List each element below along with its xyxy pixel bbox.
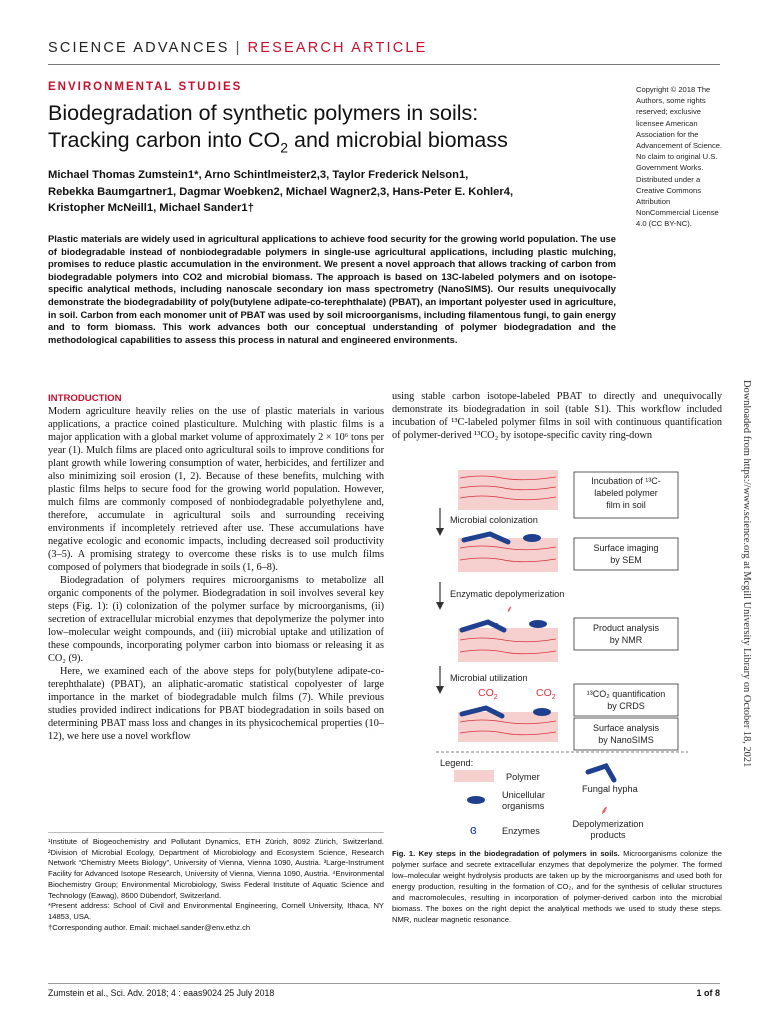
article-type: RESEARCH ARTICLE [247, 40, 428, 56]
depolymerization-product-icon: ⸙ [506, 604, 513, 614]
download-note-text: Downloaded from https://www.science.org at Mcgill University Library on October 18, 2021 [741, 380, 752, 768]
title-line-2 [48, 127, 608, 161]
co2-label: $CO_2$ [536, 687, 556, 701]
method-box-line: ¹³CO₂ quantification [586, 689, 666, 699]
step-label: Enzymatic depolymerization [450, 589, 565, 599]
legend-enzymes: Enzymes [502, 826, 540, 836]
step-depolymerization [436, 582, 678, 662]
caption-text: Microorganisms colonize the polymer surface and secrete extracellular enzymes that depolymerize the polymer. The formed low–molecular weight hydrolysis products are taken up by the microorganisms and used both for energy production, resulting in the formation of CO₂, and for the synthesis of cellular structures and macromolecules, resulting in incorporation of polymer-derived carbon into the microbial biomass. The boxes on the right depict the analytical methods we used to study these steps. NMR, nuclear magnetic resonance. [392, 849, 722, 924]
polymer-legend-swatch [454, 770, 494, 782]
legend-polymer: Polymer [506, 772, 540, 782]
method-box-line: by NanoSIMS [598, 735, 654, 745]
step-utilization [436, 666, 678, 750]
arrowhead-icon [436, 528, 444, 536]
header-separator: | [235, 40, 242, 56]
arrowhead-icon [436, 602, 444, 610]
unicellular-organism-icon [523, 534, 541, 542]
intro-paragraph: Modern agriculture heavily relies on the use of plastic materials in various applications, a practice coined plasticulture. Mulching with plastic films is a major application with a global market volume of approximately 2 × 10⁶ tons per year (1). Mulch films are placed onto agricultural soils to improve conditions for plant growth while lowering consumption of water, herbicides, and fertilizer and also minimizing soil erosion (1, 2). Because of these benefits, mulching with plastic films helps to secure food for the growing world population. However, mulch films are commonly composed of nonbiodegradable polyethylene and, therefore, accumulate in agricultural soils and surrounding receiving environments if incompletely retrieved after use. These accumulations have negative ecologic and economic impacts, including decreased soil productivity (3–5). A promising strategy to overcome these risks is to use mulch films composed of polymers that biodegrade in soils (1, 6–8). [48, 406, 384, 573]
figure-legend [440, 758, 643, 840]
right-column-text [392, 390, 722, 442]
legend-unicellular: Unicellular [502, 790, 545, 800]
page-number: 1 of 8 [696, 988, 720, 998]
title-subscript: 2 [280, 139, 289, 156]
unicellular-organism-icon [467, 796, 485, 804]
method-box-line: Surface analysis [592, 723, 660, 733]
enzyme-icon: ɞ [494, 620, 499, 630]
introduction-heading: INTRODUCTION [48, 393, 122, 404]
method-box-line: by CRDS [607, 701, 645, 711]
affiliation-rule [48, 832, 384, 833]
polymer-film [458, 628, 558, 662]
figure-caption [392, 848, 722, 925]
corresponding-author: †Corresponding author. Email: michael.sander@env.ethz.ch [48, 922, 251, 932]
method-box-line: film in soil [606, 500, 646, 510]
affiliation-text: ¹Institute of Biogeochemistry and Pollutant Dynamics, ETH Zürich, 8092 Zürich, Switzerland. ²Division of Microbial Ecology, Department of Microbiology and Ecosystem Science, Research Network “Chemistry Meets Biology”, University of Vienna, Vienna 1090, Austria. ³Large-Instrument Facility for Advanced Isotope Research, University of Vienna, Vienna 1090, Austria. ⁴Environmental Biochemistry Group; Environmental Microbiology, Swiss Federal Institute of Aquatic Science and Technology (Eawag), 8600 Dübendorf, Switzerland. [48, 837, 384, 900]
legend-title: Legend: [440, 758, 474, 768]
footer-citation: Zumstein et al., Sci. Adv. 2018; 4 : eaas9024 25 July 2018 [48, 988, 275, 998]
legend-depolymerization: Depolymerization [572, 819, 644, 829]
polymer-film [458, 712, 558, 742]
intro-paragraph: Here, we examined each of the above steps for poly(butylene adipate-co-terephthalate) (PBAT), an aliphatic-aromatic statistical copolyester of large importance in the market of biodegradable mulch films (7). While previous studies provided indirect indications for PBAT biodegradation in soils based on determining PBAT mass loss and changes in its physicochemical properties (10–12), we here use a novel workflow [48, 666, 384, 742]
title-line-2-pre: Tracking carbon into CO [48, 128, 281, 152]
figure-panel-1 [458, 470, 678, 518]
title-line-2-post: and microbial biomass [288, 128, 508, 152]
header-rule [48, 64, 720, 65]
section-label: ENVIRONMENTAL STUDIES [48, 81, 243, 93]
article-title [48, 100, 608, 161]
right-column-paragraph: using stable carbon isotope-labeled PBAT to directly and unequivocally demonstrate its biodegradation in soil (table S1). This workflow included incubation of ¹³C-labeled polymer films in soil with continuous quantification of polymer-derived ¹³CO₂ by isotope-specific cavity ring-down [392, 391, 722, 441]
journal-name: SCIENCE ADVANCES [48, 40, 230, 56]
copyright-notice: Copyright © 2018 The Authors, some rights reserved; exclusive licensee American Association for the Advancement of Science. No claim to original U.S. Government Works. Distributed under a Creative Commons Attribution NonCommercial License 4.0 (CC BY-NC). [636, 85, 723, 229]
fungal-hypha-icon [588, 766, 614, 780]
method-box-line: by SEM [610, 555, 642, 565]
enzyme-icon: ɞ [470, 822, 477, 837]
present-address: *Present address: School of Civil and Environmental Engineering, Cornell University, Ithaca, NY 14853, USA. [48, 901, 384, 921]
introduction-body [48, 405, 384, 743]
legend-unicellular: organisms [502, 801, 545, 811]
author-line-1: Michael Thomas Zumstein1*, Arno Schintlmeister2,3, Taylor Frederick Nelson1, [48, 169, 469, 181]
step-label: Microbial utilization [450, 673, 528, 683]
author-line-2: Rebekka Baumgartner1, Dagmar Woebken2, Michael Wagner2,3, Hans-Peter E. Kohler4, [48, 185, 514, 198]
arrowhead-icon [436, 686, 444, 694]
download-watermark [740, 380, 752, 800]
caption-title: Fig. 1. Key steps in the biodegradation of polymers in soils. [392, 849, 620, 858]
unicellular-organism-icon [529, 620, 547, 628]
affiliations [48, 837, 384, 933]
abstract: Plastic materials are widely used in agricultural applications to achieve food security for the growing world population. The use of biodegradable instead of nonbiodegradable polymers in single-use agricultural applications, including plastic mulching, promises to reduce plastic accumulation in the environment. We present a novel approach that allows tracking of carbon from biodegradable polymers into CO2 and microbial biomass. The approach is based on 13C-labeled polymers and on isotope-specific analytical methods, including nanoscale secondary ion mass spectrometry (NanoSIMS). Our results unequivocally demonstrate the biodegradability of poly(butylene adipate-co-terephthalate) (PBAT), an important polyester used in agriculture, in soil. Carbon from each monomer unit of PBAT was used by soil microorganisms, including filamentous fungi, to gain energy and to form biomass. This work advances both our conceptual understanding of polymer biodegradation and the methodological capabilities to assess this process in natural and engineered environments. [48, 233, 616, 345]
method-box-line: Surface imaging [593, 543, 659, 553]
author-line-3: Kristopher McNeill1, Michael Sander1† [48, 202, 254, 214]
step-label: Microbial colonization [450, 515, 538, 525]
figure-1 [392, 450, 728, 842]
legend-fungal-hypha: Fungal hypha [582, 784, 638, 794]
title-line-1: Biodegradation of synthetic polymers in soils: [48, 101, 479, 125]
unicellular-organism-icon [533, 708, 551, 716]
footer-rule [48, 983, 720, 984]
journal-header [48, 40, 428, 56]
method-box-line: Product analysis [592, 623, 660, 633]
method-box-line: Incubation of ¹³C- [591, 476, 661, 486]
depolymerization-product-icon: ⸙ [600, 803, 610, 817]
legend-depolymerization: products [590, 830, 626, 840]
method-box-line: by NMR [609, 635, 643, 645]
method-box-line: labeled polymer [594, 488, 658, 498]
intro-paragraph: Biodegradation of polymers requires microorganisms to metabolize all organic components of the polymer. Biodegradation in soil involves several key steps (Fig. 1): (i) colonization of the polymer surface by microorganisms, (ii) secretion of extracellular microbial enzymes that depolymerize the polymer into low–molecular weight compounds, and (iii) microbial uptake and utilization of these compounds, incorporating polymer carbon into biomass or releasing it as CO₂ (9). [48, 575, 384, 664]
co2-label: $CO_2$ [478, 687, 498, 701]
author-list [48, 167, 608, 217]
